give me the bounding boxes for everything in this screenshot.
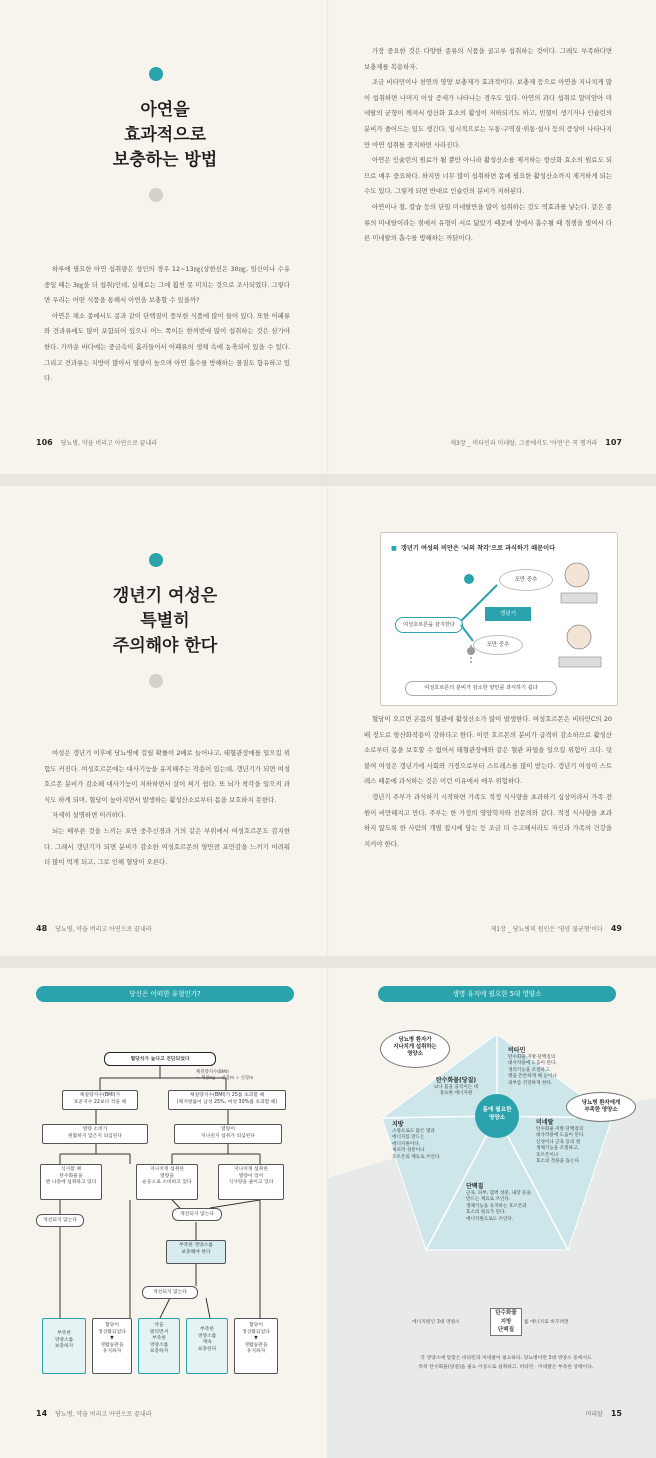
page-footer-right bbox=[490, 924, 622, 933]
page-number: 15 bbox=[610, 1409, 622, 1418]
nutrient-text: 피부를 건강하게 한다. bbox=[508, 1080, 553, 1086]
title-line: 아연을 bbox=[140, 100, 190, 120]
running-title: 당뇨병, 약을 버리고 아연으로 끝내라 bbox=[55, 1411, 152, 1418]
flow-text: 보충해야 한다 bbox=[181, 1249, 211, 1255]
flow-text: 운동으로 소비하고 있다 bbox=[142, 1180, 192, 1185]
nutrient-bottom-note bbox=[394, 1354, 618, 1372]
flow-text: 열량이 있어 bbox=[238, 1173, 264, 1179]
flow-text: ▼ bbox=[110, 1336, 114, 1341]
page-footer-right bbox=[585, 1409, 622, 1418]
title-line: 보충하는 방법 bbox=[112, 150, 218, 170]
nutrient-title: 미네랄 bbox=[536, 1119, 554, 1126]
energy-item: 지방 bbox=[500, 1318, 512, 1325]
info-box-heading: ■ 갱년기 여성의 비만은 '뇌의 착각'으로 과식하기 때문이다 bbox=[391, 545, 556, 552]
satiety-center-bottom: 포만 중추 bbox=[473, 635, 523, 655]
flow-text: 영양소를 bbox=[149, 1342, 169, 1348]
flow-text: 지나치게 섭취한 bbox=[150, 1167, 184, 1172]
nutrient-protein bbox=[466, 1182, 560, 1223]
center-text: 영양소 bbox=[488, 1115, 506, 1121]
nutrient-text: 호르몬의 재료로 쓰인다. bbox=[392, 1154, 441, 1160]
flow-text: 보충하자 bbox=[149, 1349, 169, 1354]
nutrient-text: 에너지원으로도 쓰인다. bbox=[466, 1216, 514, 1222]
nutrient-text: 호르몬이나 bbox=[536, 1152, 559, 1158]
energy-item: 단백질 bbox=[497, 1327, 515, 1334]
energy-left-text: 에너지원인 3대 영양소 bbox=[412, 1320, 460, 1325]
paragraph: 혈당이 오르면 온몸의 혈관에 활성산소가 많이 발생한다. 여성호르몬은 비타민C의 20배 정도로 항산화작용이 강하다고 한다. 이런 호르몬의 분비가 급격히 감소하므로 활성산소로부터 몸을 보호할 수 없어서 태혈관장애와 같은 혈관 파열을 일으킬 위험이 크다. 덧붙여 여성은 갱년기에 사회와 가정으로부터 스트레스를 많이 받는다. 갱년기 여성이 스트레스 때문에 과식하는 것은 이런 이유에서 매우 위험하다. bbox=[364, 715, 612, 786]
nutrient-fat bbox=[392, 1120, 472, 1161]
flow-no-improve: 개선되지 않는다 bbox=[142, 1286, 198, 1299]
page-number: 14 bbox=[36, 1409, 48, 1418]
right-banner: 생명 유지에 필요한 5대 영양소 bbox=[378, 986, 616, 1002]
pentagon-center bbox=[475, 1106, 519, 1122]
menopause-arrow: 갱년기 bbox=[485, 607, 531, 621]
gutter bbox=[327, 486, 329, 956]
paragraph: 뇌는 배부른 것을 느끼는 포만 중추신경과 거의 같은 부위에서 여성호르몬도 감지한다. 그래서 갱년기가 되면 분비가 감소한 여성호르몬의 양만큼 포만감을 느끼기 어려워 더 많이 먹게 되고, 그로 인해 혈당이 오른다. bbox=[44, 826, 290, 867]
note-line: 특히 탄수화물(당질)을 필요 이상으로 섭취하고, 비타민 · 미네랄은 부족한 상태이다. bbox=[418, 1365, 594, 1370]
nutrient-text: 뇌나 몸을 움직이는 데 bbox=[433, 1085, 479, 1090]
flow-text: ▼ bbox=[254, 1336, 258, 1341]
flow-text: 체질량지수(BMI)가 bbox=[79, 1093, 121, 1098]
paragraph: 하루에 필요한 아연 섭취량은 성인의 경우 12~13㎎(상한선은 30㎎, 임신이나 수유 중일 때는 3㎎을 더 섭취)인데, 실제로는 그에 훨씬 못 미치는 것으로 조사되었다. 그렇다면 우리는 어떤 식품을 통해서 아연을 보충할 수 있을까? bbox=[44, 265, 290, 305]
flow-text: 정상화되었다 bbox=[98, 1329, 126, 1335]
nutrient-text: 신경이나 근육 등의 원 bbox=[536, 1139, 581, 1145]
title-line: 효과적으로 bbox=[123, 125, 207, 145]
flow-text: 열량이 bbox=[221, 1127, 235, 1132]
body-text-left bbox=[44, 746, 290, 871]
nutrient-vitamin bbox=[508, 1046, 594, 1087]
flow-text: 체질량지수(BMI)가 25를 초과할 때 bbox=[189, 1093, 265, 1098]
nutrient-text: 탄수화물·지방·단백질의 bbox=[536, 1127, 584, 1132]
grid-icon: ■ bbox=[391, 545, 397, 552]
flow-text: 생활습관을 bbox=[100, 1342, 124, 1348]
hormone-detect-label: 여성호르몬을 감지한다 bbox=[395, 617, 463, 633]
running-title: 당뇨병, 약을 버리고 아연으로 끝내라 bbox=[55, 926, 152, 933]
nutrient-title: 탄수화물(당질) bbox=[435, 1077, 477, 1084]
spread-menopause bbox=[0, 486, 656, 956]
nutrient-text: 대사작용에 도움이 된다. bbox=[508, 1061, 557, 1067]
flow-text: 원활하지 않은지 의심된다 bbox=[67, 1133, 123, 1139]
nutrient-text: 세포막 성분이나 bbox=[392, 1148, 425, 1154]
nutrient-text: 병을 튼튼하게 해 눈이나 bbox=[508, 1074, 557, 1080]
paragraph: 가장 중요한 것은 다양한 종류의 식품을 골고루 섭취하는 것이다. 그래도 부족하다면 보충제를 복용하자. bbox=[364, 47, 612, 71]
title-line: 주의해야 한다 bbox=[112, 636, 218, 656]
callout-excess-nutrient bbox=[380, 1030, 450, 1068]
paragraph: 아연이나 철, 칼슘 등의 단일 미네랄만을 많이 섭취하는 것도 역효과를 낳는다. 같은 종류의 미네랄이라는 점에서 유형이 서로 닮았기 때문에 장에서 흡수될 때 경쟁을 벌여서 다른 미네랄의 흡수를 방해하는 까닭이다. bbox=[364, 202, 612, 243]
bmi-note-line: 체질량지수(BMI) bbox=[196, 1070, 229, 1075]
flow-text: 부족한 bbox=[152, 1336, 166, 1341]
running-title: 제1장 _ 당뇨병의 원인은 '영양 불균형'이다 bbox=[490, 926, 603, 933]
nutrient-mineral bbox=[536, 1118, 614, 1165]
energy-item: 탄수화물 bbox=[495, 1310, 517, 1316]
energy-right-text: 를 에너지로 바꾸려면 bbox=[524, 1320, 569, 1325]
nutrient-carb bbox=[418, 1076, 494, 1098]
title-line: 특별히 bbox=[140, 611, 190, 631]
left-banner: 당신은 어떠한 유형인가? bbox=[36, 986, 294, 1002]
callout-text: 영양소 bbox=[407, 1051, 423, 1057]
title-line: 갱년기 여성은 bbox=[112, 586, 218, 606]
title-dot-top bbox=[149, 553, 163, 567]
nutrient-text: 만드는 재료로 쓰인다. bbox=[466, 1197, 511, 1203]
nutrient-text: 중요한 에너지원 bbox=[439, 1091, 473, 1097]
flow-text: 열량 소비가 bbox=[82, 1127, 108, 1132]
flow-text: 지나친지 섭취가 의심된다 bbox=[200, 1133, 256, 1139]
body-text-right bbox=[364, 712, 612, 852]
paragraph: 자세히 설명하면 이러하다. bbox=[52, 811, 127, 820]
flow-text: 부족한 bbox=[200, 1327, 214, 1332]
flow-text: 맨 나중에 섭취하고 있다 bbox=[45, 1180, 97, 1185]
page-footer-left bbox=[36, 438, 157, 447]
paragraph: 여성은 갱년기 이후에 당뇨병에 걸릴 확률이 2배로 늘어나고, 태혈관장애를 일으킬 위험도 커진다. 여성호르몬에는 대사기능을 유지해주는 작용이 있는데, 갱년기가 되면 여성호르몬 분비가 감소해 대사기능이 저하하면서 살이 찌기 쉽다. 또 뇌가 착각을 일으켜 과식도 하게 되며, 혈당이 높아지면서 발생하는 활성산소로부터 몸을 보호하지 못한다. bbox=[44, 749, 290, 804]
chapter-title bbox=[60, 98, 270, 173]
spread-zinc bbox=[0, 0, 656, 474]
flow-no-improve: 개선되지 않는다 bbox=[36, 1214, 84, 1227]
flow-text: 혈당이 bbox=[249, 1323, 263, 1328]
callout-deficient-nutrient bbox=[566, 1092, 636, 1122]
flow-text: 보충한다 bbox=[197, 1346, 217, 1352]
nutrient-text: 소량으로도 많은 열과 bbox=[392, 1129, 435, 1134]
nutrient-text: 근육, 피부, 혈액 성분, 내장 등을 bbox=[466, 1191, 531, 1196]
spread-types-nutrients bbox=[0, 968, 656, 1458]
flow-text: 열량을 bbox=[160, 1173, 174, 1179]
flow-text: (체지방률이 남성 25%, 여성 30%를 초과할 때) bbox=[176, 1099, 278, 1105]
flow-text: 부족한 bbox=[57, 1331, 71, 1336]
nutrient-text: 효소의 작용을 돕는다. bbox=[536, 1159, 581, 1165]
page-number: 49 bbox=[610, 924, 622, 933]
title-dot-top bbox=[149, 67, 163, 81]
flow-text: 부족한 영양소를 bbox=[179, 1243, 213, 1248]
flow-text: 탄수화물을 bbox=[59, 1173, 83, 1179]
callout-text: 당뇨병 환자가 bbox=[398, 1037, 432, 1043]
flow-text: 표준지수 22보다 작을 때 bbox=[73, 1099, 127, 1105]
body-text-right bbox=[364, 44, 612, 247]
nutrient-text: 탄수화물·지방·단백질의 bbox=[508, 1055, 556, 1060]
satiety-center-top: 포만 중추 bbox=[499, 569, 553, 591]
nutrient-text: 대사작용에 도움이 된다. bbox=[536, 1133, 585, 1139]
paragraph: 아연은 인슐린의 원료가 될 뿐만 아니라 활성산소를 제거하는 항산화 효소의 원료도 되므로 매우 중요하다. 하지만 너무 많이 섭취하면 몸에 필요한 활성산소까지 제거하게 되는 수도 있다. 그렇게 되면 반대로 인슐린의 분비가 저하된다. bbox=[364, 156, 612, 196]
callout-text: 지나치게 섭취하는 bbox=[393, 1044, 437, 1050]
paragraph: 조금 비타민이나 천연의 영양 보충제가 효과적이다. 보충제 등으로 아연을 지나치게 많이 섭취하면 나머지 이상 증세가 나타나는 경우도 있다. 아연의 과다 섭취로 말미암아 미네랄의 균형이 깨져서 항산화 효소의 활성이 저하되기도 하고, 빈혈이 생기거나 인슐린의 분비가 줄어드는 일도 생긴다. 일시적으로는 두통·구역질·위통·설사 등의 증상이 나타나지만 아연 섭취를 중지하면 사라진다. bbox=[364, 78, 612, 149]
info-box bbox=[380, 532, 618, 706]
page-footer-left bbox=[36, 924, 152, 933]
running-title: 제3장 _ 비타민과 미네랄, 그중에서도 '아연'은 꼭 챙겨라 bbox=[450, 440, 598, 447]
nutrient-text: 효소의 원료가 된다. bbox=[466, 1210, 506, 1216]
nutrient-text: 생리기능을 조절하고, bbox=[508, 1067, 551, 1073]
flow-text: 영양소를 bbox=[54, 1337, 74, 1343]
flow-text: 계속 bbox=[202, 1340, 212, 1345]
info-bottom-note: 여성호르몬의 분비가 감소한 양만큼 과식하기 쉽다 bbox=[405, 681, 557, 696]
nutrient-text: 생체기능을 조절하고, bbox=[536, 1146, 579, 1152]
flow-text: 약을 bbox=[154, 1323, 164, 1328]
nutrient-title: 비타민 bbox=[508, 1047, 526, 1054]
nutrient-title: 단백질 bbox=[466, 1183, 484, 1190]
flow-text: 혈당이 bbox=[105, 1323, 119, 1328]
page-number: 107 bbox=[605, 438, 622, 447]
energy-nutrient-box bbox=[490, 1308, 522, 1336]
nutrient-title: 지방 bbox=[392, 1121, 404, 1128]
flow-text: 보충하자 bbox=[54, 1344, 74, 1349]
page-number: 106 bbox=[36, 438, 53, 447]
page-number: 48 bbox=[36, 924, 48, 933]
nutrient-text: 에너지를 만드는 bbox=[392, 1135, 425, 1141]
callout-text: 당뇨병 환자에게 bbox=[581, 1100, 621, 1106]
note-line: 각 영양소에 알맞은 비타민과 미네랄이 필요하다. 당뇨병이면 3대 영양소 중에서도 bbox=[420, 1356, 592, 1361]
flow-text: 유지하자 bbox=[102, 1349, 122, 1354]
paragraph: 아연은 채소 종에서도 콩과 같이 단백질이 풍부한 식품에 많이 들어 있다. 또한 어패류와 견과류에도 많이 포함되어 있으나 어느 쪽이든 한꺼번에 많이 섭취하는 것은 삼가야 한다. 가까운 바다에는 중금속이 흘러들어서 어패류의 생체 속에 농축되어 있을 수 있다. 그리고 견과류는 지방이 많아서 열량이 높으며 아연 흡수를 방해하는 물질도 함유하고 있다. bbox=[44, 311, 290, 383]
running-title: 머리말 bbox=[585, 1411, 603, 1418]
flow-text: 식사량을 줄이고 있다 bbox=[228, 1180, 274, 1185]
flow-text: 생활습관을 bbox=[244, 1342, 268, 1348]
flow-text: 멀리면서 bbox=[149, 1329, 169, 1335]
flow-text: 유지하자 bbox=[246, 1349, 266, 1354]
gutter bbox=[327, 0, 329, 474]
running-title: 당뇨병, 약을 버리고 아연으로 끝내라 bbox=[60, 440, 158, 447]
nutrient-text: 에너지원이다. bbox=[392, 1141, 421, 1147]
flow-text: 식사할 때 bbox=[60, 1167, 82, 1172]
info-arrows bbox=[381, 533, 617, 705]
center-text: 몸에 필요한 bbox=[482, 1107, 512, 1113]
flow-text: 영양소를 bbox=[197, 1333, 217, 1339]
callout-text: 부족한 영양소 bbox=[584, 1107, 618, 1113]
nutrient-text: 생체기능을 유지하는 호르몬과 bbox=[466, 1203, 527, 1209]
page-footer-left bbox=[36, 1409, 152, 1418]
title-dot-bottom bbox=[149, 674, 163, 688]
flow-start: 혈당치가 높다고 진단되었다 bbox=[104, 1052, 216, 1066]
flow-text: 지나치게 섭취한 bbox=[234, 1167, 268, 1172]
flow-text: 정상화되었다 bbox=[242, 1329, 270, 1335]
paragraph: 갱년기 주부가 과식하기 시작하면 가족도 적정 식사량을 초과하기 십상이라서 가족 전원이 비만해지고 만다. 주부는 한 가정의 영양학자와 전문의와 같다. 적정 식사량을 초과하지 않도록 한 사람의 개별 접시에 담는 등 조금 더 수고해서라도 자신과 가족의 건강을 지켜야 한다. bbox=[364, 792, 612, 848]
flow-no-improve: 개선되지 않는다 bbox=[172, 1208, 222, 1221]
chapter-title bbox=[60, 584, 270, 659]
bmi-note-line: = 체중kg ÷ 신장m ÷ 신장m bbox=[196, 1076, 254, 1081]
title-dot-bottom bbox=[149, 188, 163, 202]
page-footer-right bbox=[450, 438, 622, 447]
body-text-left bbox=[44, 262, 290, 387]
